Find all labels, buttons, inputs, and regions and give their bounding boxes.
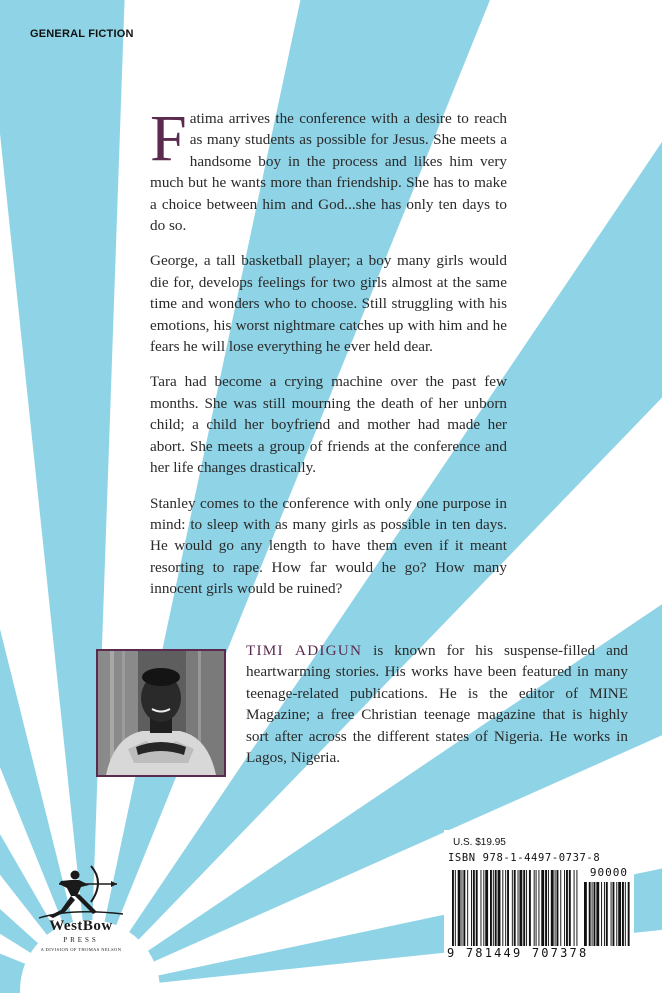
drop-cap: F	[150, 102, 187, 175]
barcode-bar	[495, 870, 497, 946]
barcode-bar	[473, 870, 475, 946]
barcode-bar	[455, 870, 456, 946]
barcode-bar	[574, 870, 575, 946]
barcode-bar	[529, 870, 531, 946]
publisher-division: A DIVISION OF THOMAS NELSON	[40, 947, 122, 952]
barcode-bar	[519, 870, 522, 946]
barcode-bar	[613, 882, 615, 946]
barcode-bar	[545, 870, 547, 946]
barcode-bar	[566, 870, 568, 946]
barcode-bar	[514, 870, 516, 946]
barcode-bar	[534, 870, 535, 946]
barcode-bar	[592, 882, 593, 946]
blurb-paragraph-stanley: Stanley comes to the conference with only one purpose in mind: to sleep with as many girls as possible in ten days. He would go any length to have them even if it meant resorting to rape. How far would he go? How many innocent girls would be ruined?	[150, 494, 507, 598]
barcode-bar	[606, 882, 608, 946]
isbn-label: ISBN 978-1-4497-0737-8	[448, 852, 601, 864]
blurb-paragraph-fatima-text: atima arrives the conference with a desire to reach as many students as possible for Jesus. She meets a handsome boy in the process and likes him very much but he wants more than friendship. She has to make a choice between him and God...she has only ten days to do so.	[150, 110, 507, 235]
barcode-bar	[512, 870, 513, 946]
archer-icon	[31, 862, 131, 920]
barcode-bar	[628, 882, 630, 946]
price-label: U.S. $19.95	[453, 837, 506, 848]
barcode-bar	[485, 870, 488, 946]
barcode-bar	[551, 870, 554, 946]
barcode-bar	[507, 870, 509, 946]
barcode-bar	[493, 870, 494, 946]
blurb-paragraph-george: George, a tall basketball player; a boy many girls would die for, develops feelings for two girls almost at the same time and wonders who to choose. Still struggling with his emotions, his worst nightmare catches up with him and he fears he will lose everything he ever held dear.	[150, 252, 507, 356]
genre-label: GENERAL FICTION	[30, 28, 134, 40]
barcode-bar	[505, 870, 506, 946]
barcode-bar	[594, 882, 596, 946]
barcode-bar	[622, 882, 624, 946]
barcode	[444, 830, 634, 965]
barcode-bar	[481, 870, 482, 946]
barcode-bar	[476, 870, 478, 946]
barcode-bar	[523, 870, 525, 946]
barcode-bar	[538, 870, 539, 946]
supplement-code: 90000	[589, 866, 628, 879]
author-photo	[96, 649, 226, 777]
barcode-bar	[569, 870, 571, 946]
barcode-bar	[611, 882, 612, 946]
barcode-bar	[471, 870, 472, 946]
author-name: TIMI ADIGUN	[246, 642, 363, 659]
barcode-bar	[601, 882, 602, 946]
author-bio	[246, 640, 628, 768]
barcode-bar	[589, 882, 591, 946]
barcode-panel	[444, 830, 634, 965]
author-bio-text: is known for his suspense-filled and heartwarming stories. His works have been featured in many teenage-related publications. He is the editor of MINE Magazine; a free Christian teenage magazine that is highly sort after across the different states of Nigeria. He works in Lagos, Nigeria.	[246, 642, 629, 767]
barcode-bar	[564, 870, 565, 946]
barcode-bar	[526, 870, 527, 946]
barcode-bar	[490, 870, 492, 946]
barcode-bar	[518, 870, 519, 946]
barcode-bar	[462, 870, 463, 946]
barcode-bar	[625, 882, 626, 946]
barcode-bar	[498, 870, 501, 946]
barcode-bar	[616, 882, 617, 946]
back-cover-blurb	[150, 102, 507, 614]
ean-number: 9 781449 707378	[447, 946, 589, 960]
publisher-logo	[26, 862, 136, 952]
barcode-bar	[548, 870, 549, 946]
barcode-bar	[463, 870, 465, 946]
barcode-bar	[576, 870, 577, 946]
barcode-bar	[536, 870, 537, 946]
barcode-bar	[560, 870, 561, 946]
barcode-bar	[555, 870, 556, 946]
barcode-bar	[502, 870, 503, 946]
barcode-bar	[452, 870, 454, 946]
barcode-bar	[596, 882, 599, 946]
blurb-paragraph-tara: Tara had become a crying machine over the past few months. She was still mourning the death of her unborn child; a child her boyfriend and mother had made her abort. She meets a group of friends at the conference and her life changes drastically.	[150, 373, 507, 477]
barcode-bar	[604, 882, 605, 946]
barcode-bar	[618, 882, 621, 946]
barcode-bar	[541, 870, 544, 946]
barcode-bar	[584, 882, 587, 946]
blurb-paragraph-fatima	[150, 102, 507, 236]
publisher-press: PRESS	[63, 936, 99, 944]
barcode-bar	[458, 870, 461, 946]
barcode-bar	[557, 870, 559, 946]
barcode-bar	[467, 870, 468, 946]
barcode-bar	[483, 870, 484, 946]
publisher-name: WestBow	[49, 918, 113, 934]
